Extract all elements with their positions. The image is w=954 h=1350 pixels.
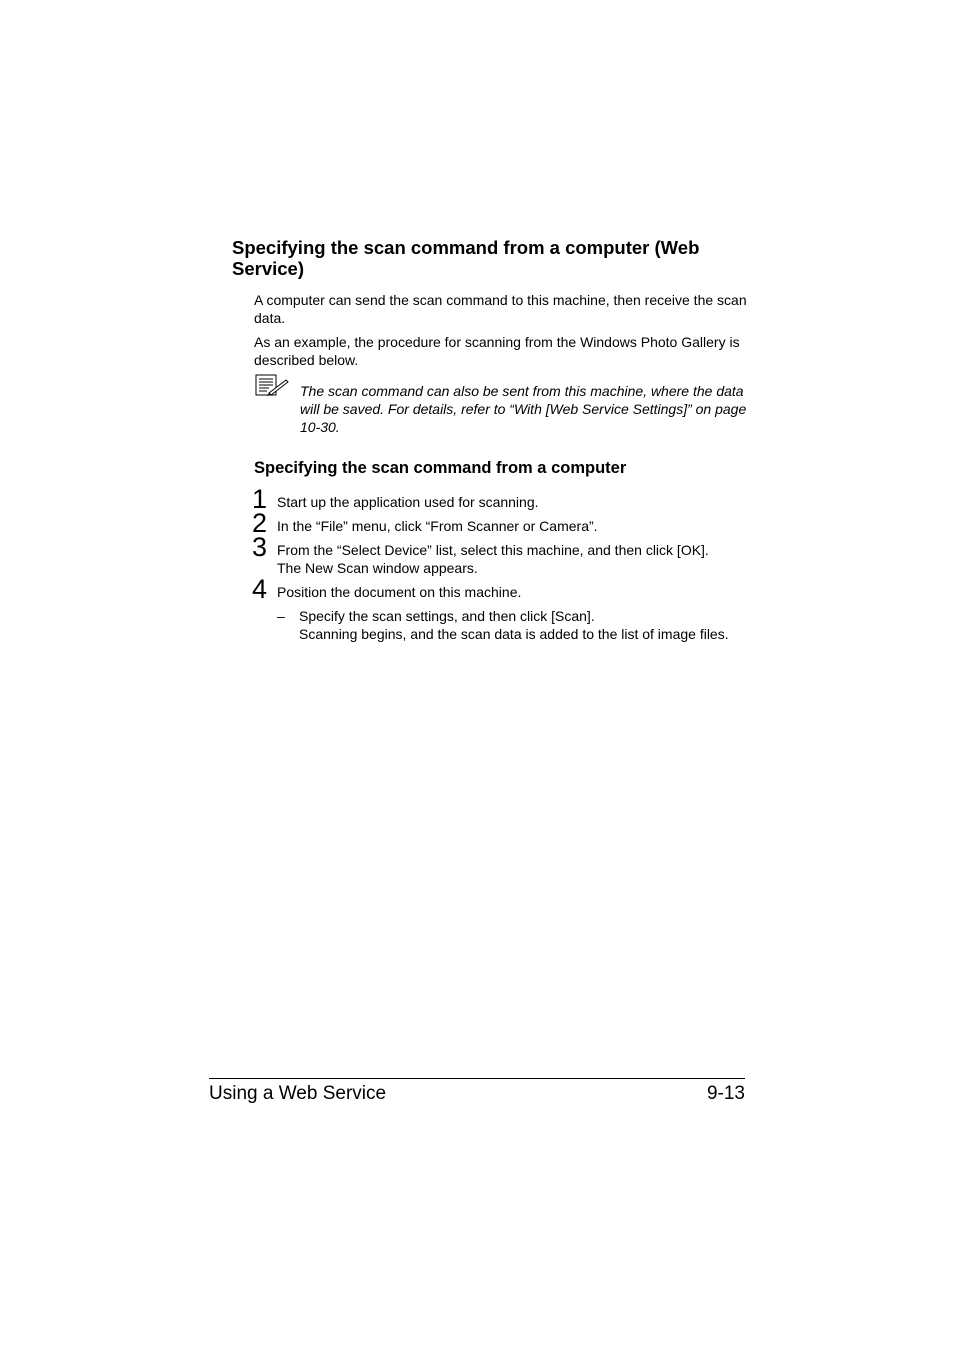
step-number: 1	[252, 484, 268, 514]
footer-chapter-title: Using a Web Service	[209, 1083, 387, 1104]
step-text	[277, 493, 767, 511]
step-text	[277, 583, 767, 601]
step-number: 2	[252, 508, 268, 538]
sub-step-text	[299, 607, 759, 643]
procedure-title: Specifying the scan command from a computer	[254, 459, 627, 477]
intro-paragraph: A computer can send the scan command to this machine, then receive the scan data.	[254, 292, 747, 326]
step-instruction: In the “File” menu, click “From Scanner or Camera”.	[277, 518, 598, 534]
sub-step-result: Scanning begins, and the scan data is added to the list of image files.	[299, 626, 729, 642]
step-number: 3	[252, 532, 268, 562]
step-instruction: From the “Select Device” list, select this machine, and then click [OK].	[277, 542, 709, 558]
step-instruction: Position the document on this machine.	[277, 584, 522, 600]
section-title: Specifying the scan command from a computer (Web Service)	[232, 237, 700, 279]
footer-rule	[209, 1078, 745, 1079]
step-instruction: Start up the application used for scanning.	[277, 494, 539, 510]
step-text	[277, 517, 767, 535]
sub-step-instruction: Specify the scan settings, and then click [Scan].	[299, 608, 595, 624]
intro-paragraph: As an example, the procedure for scanning from the Windows Photo Gallery is described below.	[254, 334, 740, 368]
step-number: 4	[252, 574, 268, 604]
step-text	[277, 541, 767, 577]
note-pencil-icon	[255, 374, 289, 398]
note-text: The scan command can also be sent from this machine, where the data will be saved. For details, refer to “With [Web Service Settings]” on page 10-30.	[300, 383, 747, 435]
footer-page-number: 9-13	[706, 1083, 745, 1104]
sub-step-marker: –	[277, 608, 285, 624]
step-result: The New Scan window appears.	[277, 560, 478, 576]
